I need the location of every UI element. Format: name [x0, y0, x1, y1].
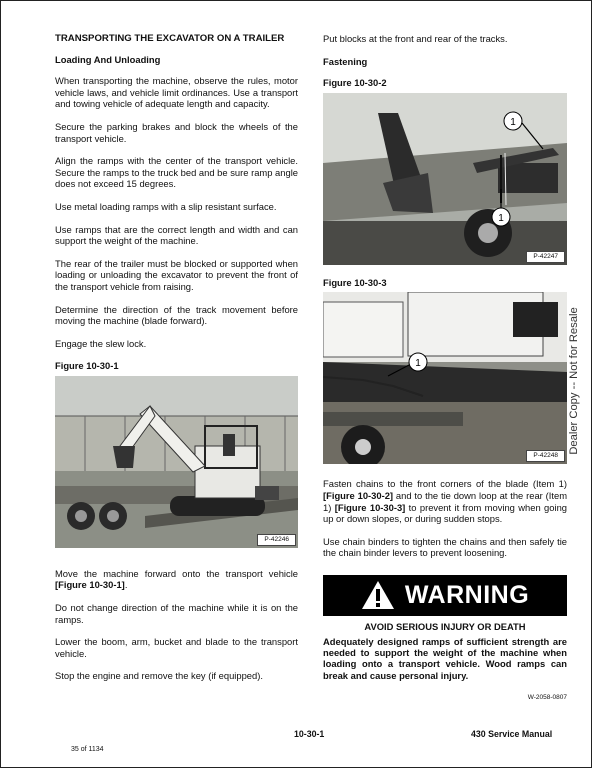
excavator-loading-illustration [55, 376, 298, 548]
right-column [323, 33, 567, 704]
warning-banner [323, 575, 567, 616]
text: Fasten chains to the front corners of the blade (Item 1) [323, 478, 567, 490]
figure-reference: [Figure 10-30-3] [334, 501, 406, 513]
subsection-title: Fastening [323, 55, 368, 67]
callout-number: 1 [415, 358, 421, 370]
paragraph: The rear of the trailer must be blocked or supported when loading or unloading the excavator to prevent the front of the transport vehicle from raising. [55, 257, 298, 292]
warning-word: WARNING [404, 580, 530, 609]
left-column [55, 33, 298, 693]
figure-code: P-42248 [526, 450, 565, 462]
paragraph: Use metal loading ramps with a slip resistant surface. [55, 200, 277, 212]
figure-label: Figure 10-30-3 [323, 276, 387, 288]
paragraph: Do not change direction of the machine while it is on the ramps. [55, 602, 298, 625]
figure-code: P-42246 [257, 534, 296, 546]
warning-code: W-2058-0807 [527, 694, 567, 702]
section-title: TRANSPORTING THE EXCAVATOR ON A TRAILER [55, 33, 285, 44]
rear-tie-down-illustration [323, 292, 567, 464]
figure-label: Figure 10-30-1 [55, 360, 119, 372]
paragraph: Put blocks at the front and rear of the tracks. [323, 33, 508, 44]
figure-reference: [Figure 10-30-2] [323, 489, 394, 501]
blade-chain-illustration [323, 93, 567, 265]
figure-10-30-2-photo [323, 93, 567, 265]
figure-10-30-3-photo [323, 292, 567, 464]
paragraph: Determine the direction of the track movement before moving the machine (blade forward). [55, 303, 298, 327]
text: to prevent it from moving when going up or down slopes, or during sudden stops. [323, 501, 567, 525]
paragraph: Secure the parking brakes and block the wheels of the transport vehicle. [55, 120, 298, 144]
page-counter: 35 of 1134 [71, 746, 104, 753]
paragraph: Lower the boom, arm, bucket and blade to the transport vehicle. [55, 636, 298, 659]
footer-section-number: 10-30-1 [294, 729, 325, 739]
watermark-text: Dealer Copy -- Not for Resale [568, 307, 580, 455]
paragraph: Stop the engine and remove the key (if equipped). [55, 670, 263, 682]
paragraph [323, 478, 567, 524]
figure-code: P-42247 [526, 251, 565, 263]
figure-label: Figure 10-30-2 [323, 77, 387, 89]
warning-triangle-icon [361, 580, 395, 610]
paragraph: When transporting the machine, observe the rules, motor vehicle laws, and vehicle limit ordinances. Use a transport and towing vehicle of adequate length and capacity. [55, 75, 298, 110]
paragraph: Use ramps that are the correct length and width and can support the weight of the machine. [55, 223, 298, 247]
callout-number: 1 [510, 116, 516, 128]
sidebar-watermark [561, 299, 587, 464]
warning-text: Adequately designed ramps of sufficient strength are needed to support the weight of the machine when loading onto a transport vehicle. Wood ramps can break and cause personal injury. [323, 635, 567, 681]
figure-reference: [Figure 10-30-1] [55, 579, 125, 591]
text: Move the machine forward onto the transport vehicle [55, 567, 298, 579]
subsection-title: Loading And Unloading [55, 53, 161, 65]
text: . [124, 579, 128, 591]
paragraph: Align the ramps with the center of the transport vehicle. Secure the ramps to the truck bed and be sure ramp angle does not exceed 15 degrees. [55, 155, 298, 190]
paragraph: Use chain binders to tighten the chains and then safely tie the chain binder levers to prevent loosening. [323, 535, 567, 559]
figure-10-30-1-photo [55, 376, 298, 548]
warning-title: AVOID SERIOUS INJURY OR DEATH [364, 620, 526, 632]
paragraph: Engage the slew lock. [55, 337, 147, 349]
footer-manual-title: 430 Service Manual [471, 729, 553, 739]
paragraph [55, 568, 298, 591]
text: and to the tie down loop at the rear (Item 1) [323, 489, 567, 513]
callout-number: 1 [498, 212, 504, 224]
